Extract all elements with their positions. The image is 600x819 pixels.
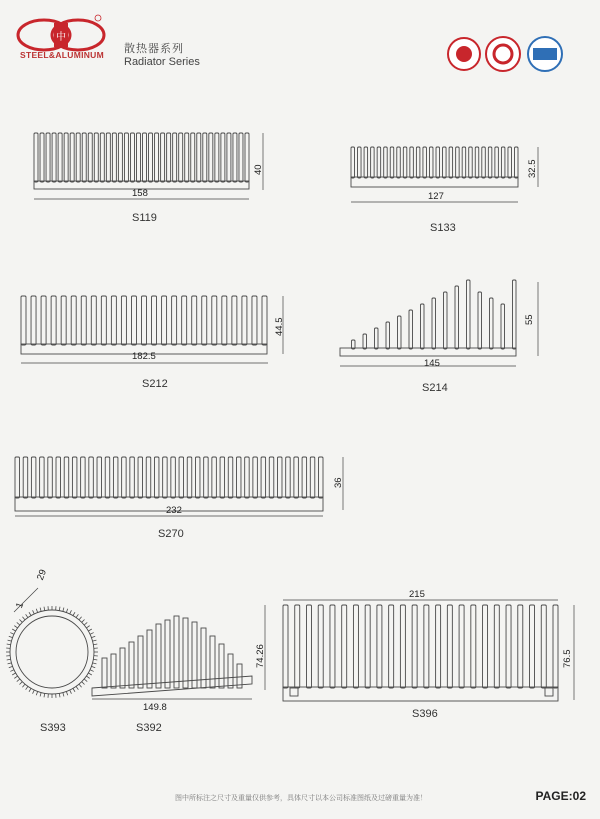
fin bbox=[410, 147, 414, 178]
fin bbox=[306, 605, 311, 688]
fin bbox=[456, 147, 460, 178]
knurl-tooth bbox=[63, 608, 64, 612]
fin bbox=[389, 605, 394, 688]
fin bbox=[120, 648, 125, 688]
fin bbox=[222, 296, 227, 345]
fin bbox=[515, 147, 519, 178]
fin bbox=[88, 133, 92, 182]
fin bbox=[286, 457, 291, 498]
knurl-tooth bbox=[76, 686, 78, 689]
profile-code-s133: S133 bbox=[430, 222, 456, 234]
fin bbox=[253, 457, 257, 498]
fin bbox=[443, 147, 447, 178]
height-dim-s133: 32.5 bbox=[527, 159, 538, 178]
fin bbox=[182, 296, 187, 345]
mount-slot-right bbox=[545, 688, 553, 696]
fin bbox=[201, 628, 206, 688]
fin bbox=[212, 457, 217, 498]
fin bbox=[138, 636, 143, 688]
fin bbox=[358, 147, 362, 178]
fin bbox=[48, 457, 53, 498]
brand-name: STEEL&ALUMINUM bbox=[20, 50, 104, 60]
fin bbox=[204, 457, 209, 498]
knurl-tooth bbox=[26, 614, 28, 617]
fin bbox=[101, 296, 106, 345]
fin bbox=[124, 133, 128, 182]
knurl-tooth bbox=[29, 612, 31, 615]
fin bbox=[131, 296, 136, 345]
fin bbox=[436, 147, 440, 178]
fin bbox=[245, 133, 249, 182]
fin bbox=[364, 147, 368, 178]
knurl-tooth bbox=[29, 688, 31, 691]
fin bbox=[371, 147, 375, 178]
fin bbox=[81, 296, 86, 345]
fin bbox=[400, 605, 405, 688]
footer-disclaimer: 图中所标注之尺寸及重量仅供参考，具体尺寸以本公司标准图纸及过磅重量为准！ bbox=[175, 795, 427, 802]
fin bbox=[363, 334, 367, 349]
fin bbox=[179, 133, 183, 182]
fin bbox=[94, 133, 98, 182]
fin bbox=[449, 147, 453, 178]
knurl-tooth bbox=[22, 617, 25, 620]
fin bbox=[209, 133, 213, 182]
height-dim-s270: 36 bbox=[333, 477, 344, 488]
knurl-tooth bbox=[79, 684, 82, 687]
knurl-tooth bbox=[8, 663, 12, 664]
logo-glyph: 中 bbox=[56, 32, 66, 43]
tube-inner-wall bbox=[16, 616, 88, 688]
fin bbox=[162, 296, 167, 345]
knurl-tooth bbox=[12, 673, 15, 675]
fin bbox=[102, 658, 107, 688]
fin bbox=[494, 605, 499, 688]
knurl-tooth bbox=[36, 691, 37, 695]
knurl-tooth bbox=[7, 659, 11, 660]
fin bbox=[130, 133, 134, 182]
knurl-tooth bbox=[84, 679, 87, 682]
knurl-tooth bbox=[44, 607, 45, 611]
dim-b-s393: 1 bbox=[14, 601, 27, 610]
fin bbox=[155, 133, 159, 182]
fin bbox=[192, 622, 197, 688]
profile-code-s119: S119 bbox=[132, 212, 157, 224]
height-dim-s212: 44.5 bbox=[274, 317, 285, 336]
fin bbox=[302, 457, 307, 498]
fin bbox=[15, 457, 20, 498]
fin bbox=[149, 133, 153, 182]
fin bbox=[409, 310, 413, 349]
fin bbox=[513, 280, 517, 349]
fin bbox=[469, 147, 473, 178]
fin bbox=[152, 296, 157, 345]
fin bbox=[147, 630, 152, 688]
fin bbox=[183, 618, 188, 688]
fin bbox=[112, 133, 116, 182]
fin bbox=[432, 298, 436, 349]
height-dim-s214: 55 bbox=[524, 314, 535, 325]
fin bbox=[202, 296, 207, 345]
fin bbox=[76, 133, 80, 182]
fin bbox=[295, 605, 300, 688]
heatsink-s392 bbox=[92, 616, 252, 696]
fin bbox=[105, 457, 110, 498]
height-dim-s392: 74.26 bbox=[255, 644, 266, 668]
height-dim-s119: 40 bbox=[253, 164, 264, 175]
fin bbox=[269, 457, 274, 498]
registered-mark-icon bbox=[95, 15, 101, 21]
fin bbox=[377, 147, 381, 178]
height-dim-s396: 76.5 bbox=[562, 649, 573, 668]
fin bbox=[142, 296, 147, 345]
heatsink-s212 bbox=[21, 296, 267, 354]
knurl-tooth bbox=[8, 640, 12, 641]
fin bbox=[130, 457, 135, 498]
fin bbox=[146, 457, 151, 498]
profile-code-s270: S270 bbox=[158, 528, 184, 540]
knurl-tooth bbox=[59, 607, 60, 611]
fin bbox=[467, 280, 471, 349]
knurl-tooth bbox=[73, 688, 75, 691]
fin bbox=[165, 620, 170, 688]
knurl-tooth bbox=[88, 629, 91, 631]
fin bbox=[506, 605, 511, 688]
knurl-tooth bbox=[93, 640, 97, 641]
fin bbox=[221, 133, 225, 182]
knurl-tooth bbox=[70, 690, 72, 694]
fin bbox=[236, 457, 241, 498]
knurl-tooth bbox=[91, 636, 95, 637]
fin bbox=[40, 457, 45, 498]
fin bbox=[390, 147, 394, 178]
knurl-tooth bbox=[93, 644, 97, 645]
fin bbox=[261, 457, 266, 498]
knurl-tooth bbox=[82, 619, 85, 622]
knurl-tooth bbox=[33, 690, 35, 694]
certification-badges bbox=[448, 37, 562, 71]
fin bbox=[138, 457, 143, 498]
fin bbox=[228, 457, 233, 498]
profile-code-s396: S396 bbox=[412, 708, 438, 720]
width-dim-s270: 232 bbox=[166, 505, 182, 516]
fin bbox=[412, 605, 417, 688]
fin bbox=[122, 457, 127, 498]
fin bbox=[436, 605, 441, 688]
fin bbox=[210, 636, 215, 688]
brand-logo-icon bbox=[18, 15, 104, 50]
fin bbox=[143, 133, 147, 182]
fin bbox=[197, 133, 201, 182]
fin bbox=[353, 605, 358, 688]
knurl-tooth bbox=[82, 682, 85, 685]
fin bbox=[89, 457, 94, 498]
fin bbox=[113, 457, 118, 498]
fin bbox=[191, 133, 195, 182]
fin bbox=[136, 133, 140, 182]
fin bbox=[174, 616, 179, 688]
knurl-tooth bbox=[40, 608, 41, 612]
knurl-tooth bbox=[26, 686, 28, 689]
fin bbox=[195, 457, 200, 498]
dimension-leader-s393 bbox=[14, 588, 38, 612]
profile-code-s393: S393 bbox=[40, 722, 66, 734]
knurl-tooth bbox=[36, 609, 37, 613]
fin bbox=[488, 147, 492, 178]
iso-badge-band bbox=[533, 48, 557, 60]
fin bbox=[233, 133, 237, 182]
width-dim-s392: 149.8 bbox=[143, 702, 167, 713]
profile-code-s392: S392 bbox=[136, 722, 162, 734]
fin bbox=[553, 605, 558, 688]
knurl-tooth bbox=[14, 676, 17, 678]
fin bbox=[81, 457, 86, 498]
fin bbox=[172, 296, 177, 345]
fin bbox=[31, 296, 36, 345]
knurl-tooth bbox=[63, 693, 64, 697]
fin bbox=[398, 316, 402, 349]
fin bbox=[46, 133, 50, 182]
fin bbox=[478, 292, 482, 349]
fin bbox=[475, 147, 479, 178]
fin bbox=[161, 133, 165, 182]
fin bbox=[232, 296, 237, 345]
fin bbox=[64, 457, 69, 498]
fin bbox=[31, 457, 35, 498]
fin bbox=[100, 133, 104, 182]
fin bbox=[342, 605, 347, 688]
fin bbox=[167, 133, 171, 182]
knurl-tooth bbox=[93, 663, 97, 664]
fin bbox=[242, 296, 247, 345]
knurl-tooth bbox=[79, 617, 82, 620]
gb-badge-core bbox=[456, 46, 472, 62]
fin bbox=[82, 133, 86, 182]
knurl-tooth bbox=[19, 682, 22, 685]
fin bbox=[351, 147, 355, 178]
fin bbox=[403, 147, 407, 178]
fin bbox=[283, 605, 288, 688]
fin bbox=[459, 605, 464, 688]
knurl-tooth bbox=[84, 622, 87, 625]
fin bbox=[51, 296, 56, 345]
fin bbox=[423, 147, 427, 178]
fin bbox=[455, 286, 459, 349]
fin bbox=[482, 147, 486, 178]
fin bbox=[156, 624, 161, 688]
fin bbox=[421, 304, 425, 349]
knurl-tooth bbox=[93, 659, 97, 660]
knurl-tooth bbox=[7, 644, 11, 645]
fin bbox=[129, 642, 134, 688]
knurl-tooth bbox=[91, 666, 95, 667]
fin bbox=[111, 296, 116, 345]
width-dim-s396: 215 bbox=[409, 589, 425, 600]
fin bbox=[219, 644, 224, 688]
fin bbox=[416, 147, 420, 178]
fin bbox=[56, 457, 61, 498]
fin bbox=[262, 296, 267, 345]
knurl-tooth bbox=[86, 676, 89, 678]
page-title-english: Radiator Series bbox=[124, 56, 200, 68]
heatsink-s270 bbox=[15, 457, 323, 511]
fin bbox=[508, 147, 512, 178]
base-plate bbox=[351, 177, 518, 187]
width-dim-s133: 127 bbox=[428, 191, 444, 202]
knurl-tooth bbox=[33, 610, 35, 614]
fin bbox=[384, 147, 388, 178]
fin bbox=[70, 133, 74, 182]
knurl-tooth bbox=[70, 610, 72, 614]
fin bbox=[52, 133, 56, 182]
fin bbox=[220, 457, 225, 498]
fin bbox=[397, 147, 401, 178]
fin bbox=[294, 457, 299, 498]
quality-award-badge-icon bbox=[486, 37, 520, 71]
fin bbox=[330, 605, 335, 688]
fin bbox=[424, 605, 429, 688]
knurl-tooth bbox=[90, 670, 94, 672]
fin bbox=[252, 296, 257, 345]
fin bbox=[58, 133, 62, 182]
knurl-tooth bbox=[19, 619, 22, 622]
fin bbox=[277, 457, 282, 498]
fin bbox=[187, 457, 192, 498]
fin bbox=[121, 296, 126, 345]
fin bbox=[72, 457, 77, 498]
page-number: PAGE:02 bbox=[535, 789, 586, 803]
fin bbox=[212, 296, 217, 345]
fin bbox=[34, 133, 38, 182]
knurl-tooth bbox=[9, 666, 13, 667]
knurl-tooth bbox=[22, 684, 25, 687]
fin bbox=[71, 296, 76, 345]
profile-code-s212: S212 bbox=[142, 378, 168, 390]
fin bbox=[21, 296, 26, 345]
fin bbox=[490, 298, 494, 349]
fin bbox=[447, 605, 452, 688]
knurl-tooth bbox=[86, 626, 89, 628]
fin bbox=[429, 147, 433, 178]
tube-outer-wall bbox=[10, 610, 94, 694]
heatsink-s133 bbox=[351, 147, 518, 187]
fin bbox=[310, 457, 315, 498]
knurl-tooth bbox=[40, 693, 41, 697]
knurl-tooth bbox=[76, 614, 78, 617]
knurl-tooth bbox=[9, 636, 13, 637]
knurl-tooth bbox=[14, 626, 17, 628]
knurl-tooth bbox=[73, 612, 75, 615]
knurl-tooth bbox=[59, 693, 60, 697]
heatsink-s119 bbox=[34, 133, 249, 189]
fin bbox=[61, 296, 66, 345]
width-dim-s214: 145 bbox=[424, 358, 440, 369]
fin bbox=[111, 654, 116, 688]
fin bbox=[318, 605, 323, 688]
fin bbox=[163, 457, 168, 498]
fin bbox=[462, 147, 466, 178]
profile-code-s214: S214 bbox=[422, 382, 448, 394]
fin bbox=[91, 296, 96, 345]
fin bbox=[495, 147, 499, 178]
fin bbox=[227, 133, 231, 182]
knurl-tooth bbox=[88, 673, 91, 675]
fin bbox=[41, 296, 46, 345]
fin bbox=[245, 457, 250, 498]
fin bbox=[154, 457, 159, 498]
base-plate bbox=[283, 687, 558, 701]
fin bbox=[471, 605, 476, 688]
fin bbox=[40, 133, 44, 182]
fin bbox=[106, 133, 110, 182]
heatsink-s214 bbox=[340, 280, 516, 356]
fin bbox=[319, 457, 324, 498]
width-dim-s119: 158 bbox=[132, 188, 148, 199]
fin bbox=[386, 322, 390, 349]
fin bbox=[171, 457, 176, 498]
fin bbox=[444, 292, 448, 349]
fin bbox=[179, 457, 184, 498]
knurl-tooth bbox=[17, 622, 20, 625]
base-plate bbox=[340, 348, 516, 356]
fin bbox=[97, 457, 102, 498]
knurl-tooth bbox=[66, 609, 67, 613]
fin bbox=[530, 605, 535, 688]
fin bbox=[365, 605, 370, 688]
mount-slots-s396 bbox=[290, 688, 553, 696]
fin bbox=[215, 133, 219, 182]
fin bbox=[203, 133, 207, 182]
fin bbox=[375, 328, 379, 349]
fin bbox=[483, 605, 488, 688]
mount-slot-left bbox=[290, 688, 298, 696]
fin bbox=[239, 133, 243, 182]
fin bbox=[23, 457, 28, 498]
knurl-tooth bbox=[66, 691, 67, 695]
fin bbox=[64, 133, 68, 182]
knurl-tooth bbox=[17, 679, 20, 682]
knurl-tooth bbox=[44, 693, 45, 697]
fin bbox=[541, 605, 546, 688]
dim-a-s393: 29 bbox=[35, 568, 49, 582]
fin bbox=[501, 147, 505, 178]
fin bbox=[192, 296, 197, 345]
fin bbox=[377, 605, 382, 688]
fin bbox=[118, 133, 122, 182]
knurl-tooth bbox=[12, 629, 15, 631]
heatsink-s396 bbox=[283, 605, 558, 701]
fin bbox=[501, 304, 505, 349]
page-title-chinese: 散热器系列 bbox=[124, 43, 184, 55]
fin bbox=[228, 654, 233, 688]
fin bbox=[518, 605, 523, 688]
knurl-tooth bbox=[90, 633, 94, 635]
fin bbox=[173, 133, 177, 182]
knurl-tooth bbox=[10, 633, 14, 635]
fin bbox=[185, 133, 189, 182]
width-dim-s212: 182.5 bbox=[132, 351, 156, 362]
knurl-tooth bbox=[10, 670, 14, 672]
